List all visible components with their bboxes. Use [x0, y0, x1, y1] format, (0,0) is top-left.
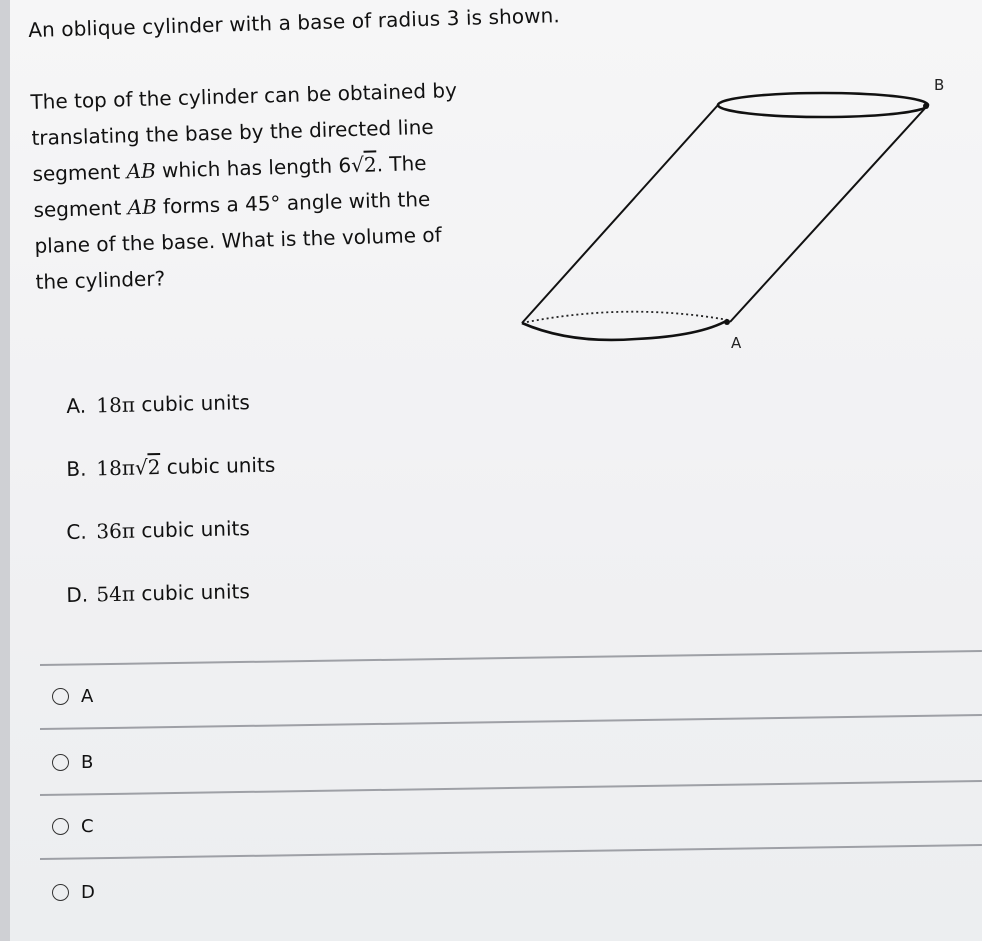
radio-a[interactable]	[52, 688, 69, 705]
choice-a	[66, 380, 467, 451]
choice-letter: D.	[66, 582, 89, 607]
segment-ab-label: AB	[126, 158, 157, 184]
question-text-fragment: which has length 6	[155, 153, 352, 183]
sqrt-radicand: 2	[147, 455, 161, 480]
choice-d	[66, 569, 467, 640]
cylinder-left-side	[522, 105, 718, 323]
question-text-fragment: . The	[376, 150, 427, 177]
label-a: A	[731, 334, 742, 352]
bottom-base-visible-edge	[522, 320, 728, 340]
top-base-ellipse	[718, 93, 928, 117]
label-b: B	[934, 76, 945, 94]
point-a	[724, 319, 730, 325]
choice-unit: cubic units	[134, 516, 250, 543]
answer-option-label: A	[81, 686, 94, 707]
divider	[40, 714, 982, 729]
choice-b	[66, 443, 467, 514]
question-text-fragment: segment	[32, 159, 127, 186]
answer-selection-area	[0, 640, 982, 941]
answer-option-a[interactable]	[52, 686, 93, 707]
choice-unit: cubic units	[160, 452, 276, 480]
divider	[40, 650, 982, 665]
bottom-base-hidden-edge	[522, 312, 728, 323]
answer-choices-list	[66, 388, 466, 640]
point-b	[923, 103, 929, 109]
oblique-cylinder-figure	[510, 60, 950, 370]
choice-letter: C.	[66, 519, 87, 544]
segment-ab-label: AB	[127, 194, 158, 220]
choice-value: 18π	[96, 392, 136, 418]
radio-b[interactable]	[52, 754, 69, 771]
question-intro: An oblique cylinder with a base of radius 3 is shown.	[28, 3, 561, 42]
question-line-1: The top of the cylinder can be obtained by	[30, 78, 458, 114]
choice-letter: B.	[66, 456, 87, 481]
question-line-2: translating the base by the directed line	[31, 114, 434, 150]
radio-d[interactable]	[52, 884, 69, 901]
question-line-5: plane of the base. What is the volume of	[34, 222, 442, 258]
sqrt-expression: √2	[350, 152, 377, 178]
choice-value: 54π	[96, 581, 136, 607]
choice-unit: cubic units	[134, 579, 250, 606]
answer-option-c[interactable]	[52, 816, 94, 837]
radio-c[interactable]	[52, 818, 69, 835]
answer-option-d[interactable]	[52, 882, 95, 903]
question-text-fragment: segment	[33, 195, 128, 222]
answer-option-label: C	[81, 816, 94, 837]
choice-letter: A.	[66, 393, 87, 418]
divider	[40, 844, 982, 859]
choice-value: 36π	[96, 518, 136, 544]
answer-option-label: D	[81, 882, 95, 903]
choice-value: 18π	[96, 455, 136, 481]
question-text	[30, 71, 516, 300]
answer-option-b[interactable]	[52, 752, 93, 773]
question-text-fragment: forms a 45° angle with the	[156, 186, 431, 219]
choice-unit: cubic units	[134, 390, 250, 417]
cylinder-diagram	[510, 60, 950, 370]
sqrt-expression: √2	[134, 455, 161, 480]
divider	[40, 780, 982, 795]
sqrt-radicand: 2	[363, 152, 377, 177]
choice-c	[66, 506, 467, 577]
cylinder-right-side	[730, 105, 928, 322]
answer-option-label: B	[81, 752, 94, 773]
question-line-6: the cylinder?	[35, 266, 166, 294]
